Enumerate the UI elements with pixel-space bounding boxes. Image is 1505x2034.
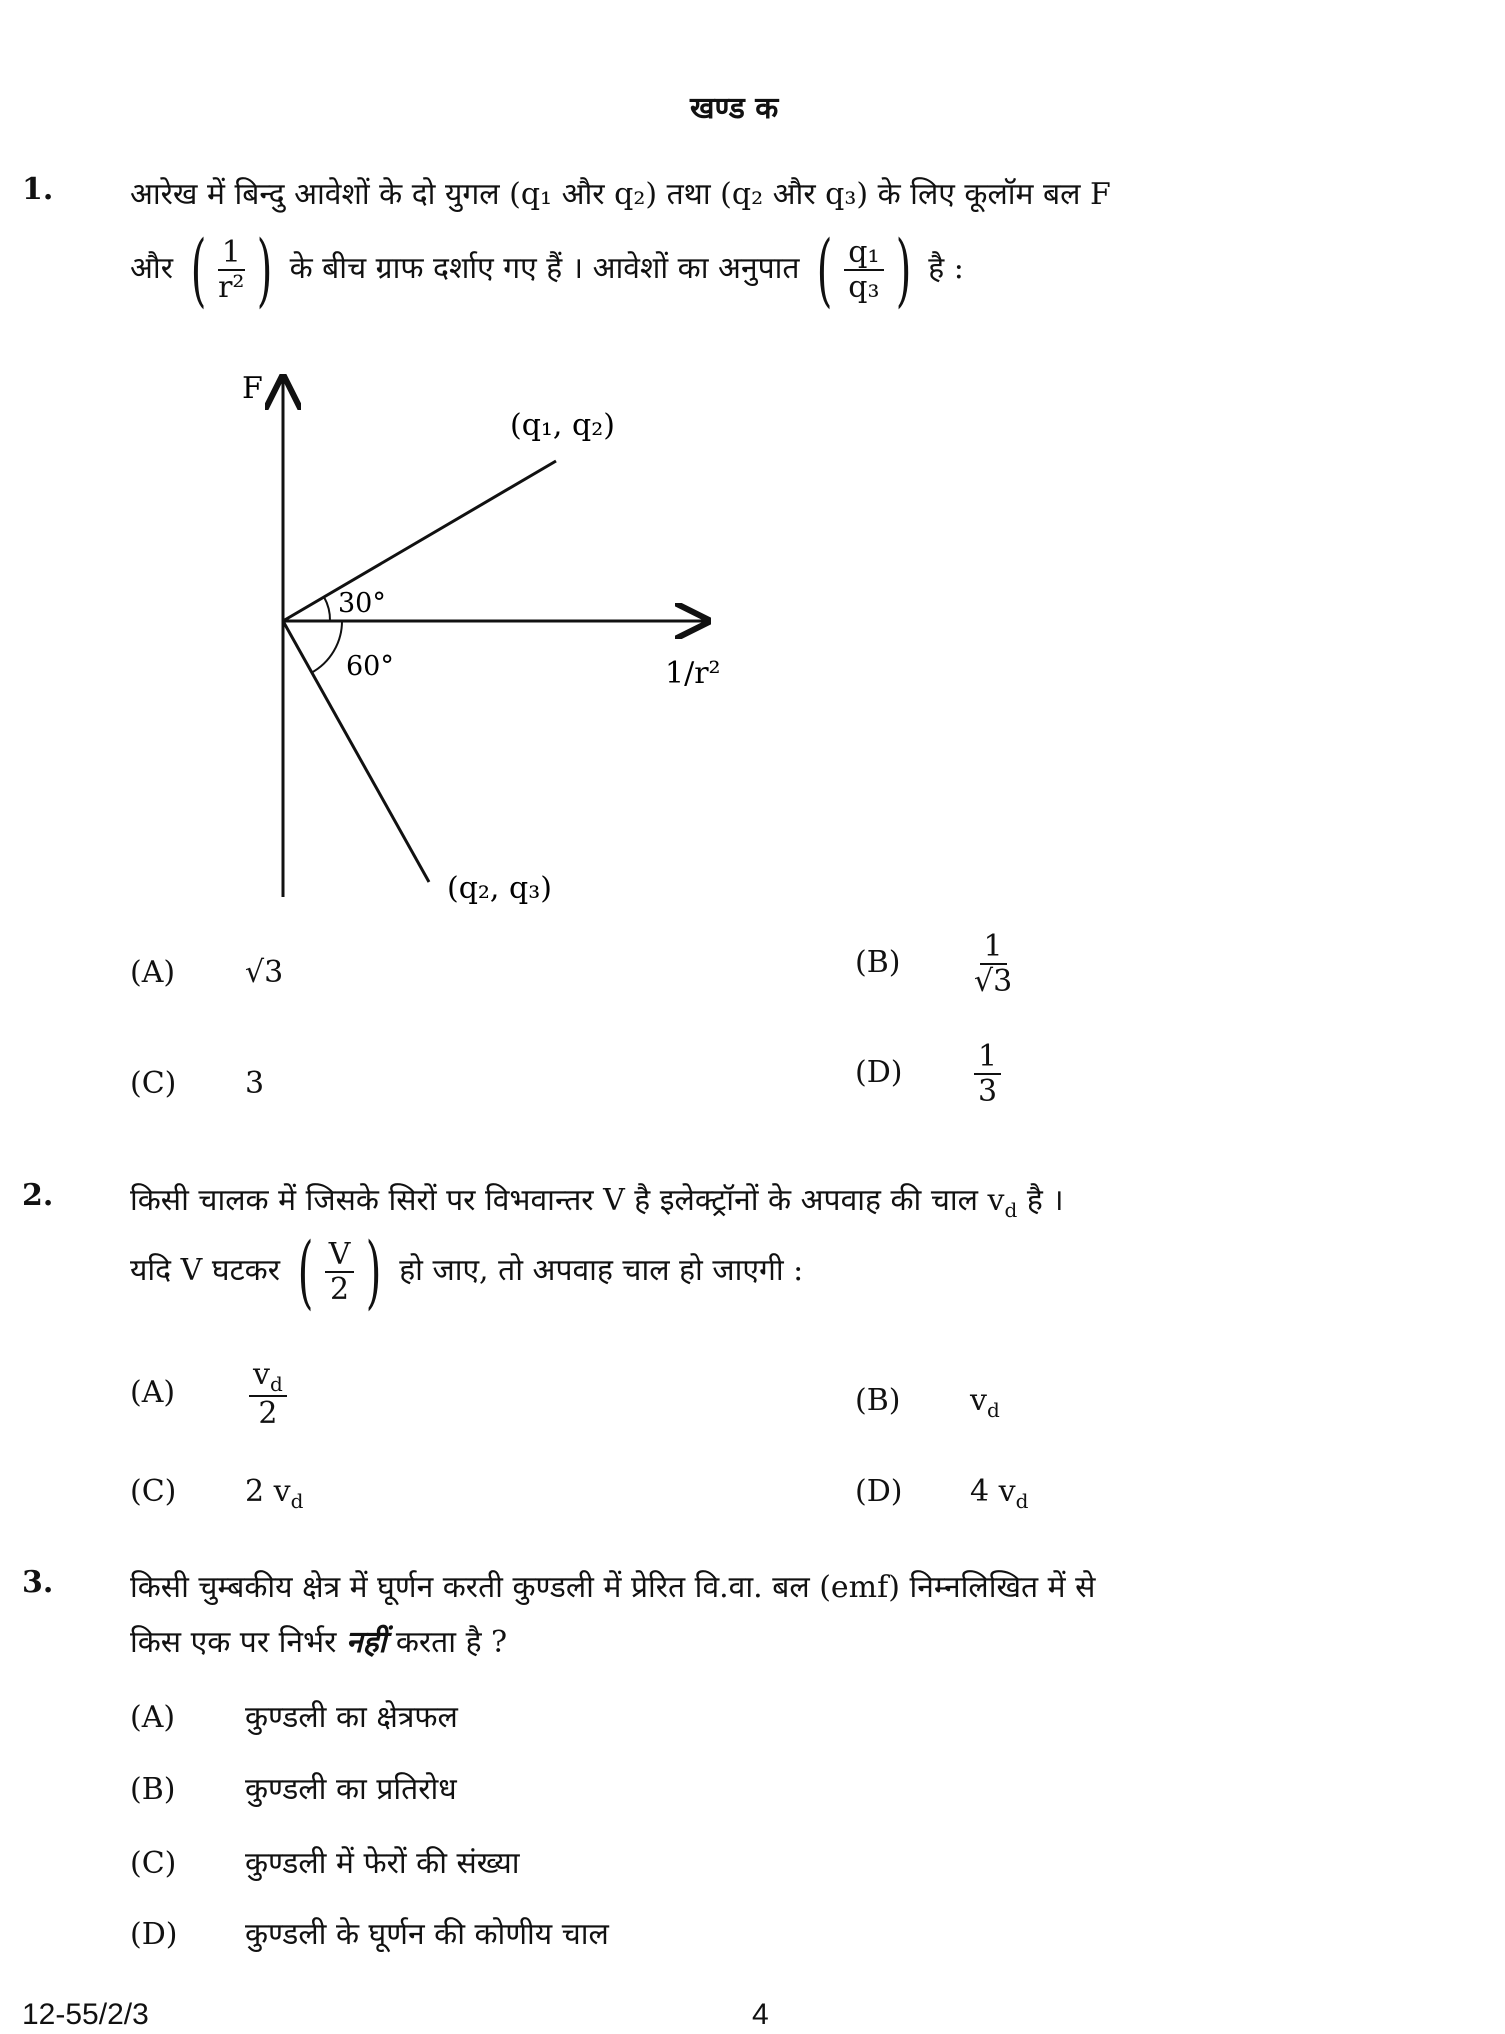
- x-axis-label: 1/r²: [665, 656, 721, 691]
- option-label: (B): [130, 1772, 176, 1807]
- option-value: 2 $v_d$: [245, 1474, 304, 1513]
- section-title: खण्ड क: [690, 91, 779, 126]
- option-value: 3: [245, 1066, 265, 1101]
- q2-option-c[interactable]: [130, 1474, 303, 1513]
- text: किस एक पर निर्भर: [130, 1625, 337, 1660]
- numerator: 1: [218, 236, 245, 271]
- option-label: (D): [855, 1474, 903, 1509]
- fraction-v-over-2: ( $\frac{V}{2}$ ): [297, 1225, 382, 1318]
- line-q1-q2-label: (q₁, q₂): [510, 408, 615, 443]
- q3-option-c[interactable]: [130, 1841, 520, 1882]
- option-label: (C): [130, 1846, 177, 1881]
- question-2-number: 2.: [22, 1178, 54, 1213]
- option-label: (B): [855, 1383, 901, 1418]
- option-label: (D): [130, 1917, 178, 1952]
- fraction-q1-over-q3: ( $\frac{\text{q₁}}{\text{q₃}}$ ): [816, 223, 911, 316]
- question-3-number: 3.: [22, 1565, 54, 1600]
- numerator: q₁: [844, 236, 883, 271]
- numerator: $v_d$: [249, 1358, 287, 1397]
- paper-code: 12-55/2/3: [22, 1998, 149, 2031]
- text: यदि V घटकर: [130, 1253, 280, 1288]
- option-value: √3: [245, 955, 284, 990]
- question-3-text-line1: किसी चुम्बकीय क्षेत्र में घूर्णन करती कुण्डली में प्रेरित वि.वा. बल (emf) निम्नलिखित में से: [130, 1570, 1096, 1605]
- option-value: कुण्डली का प्रतिरोध: [245, 1772, 457, 1807]
- text: के बीच ग्राफ दर्शाए गए हैं । आवेशों का अनुपात: [289, 251, 800, 286]
- q3-option-b[interactable]: [130, 1767, 457, 1808]
- q1-option-b[interactable]: [855, 930, 1016, 998]
- denominator: r²: [218, 270, 245, 305]
- text: है :: [928, 251, 964, 286]
- angle-30-label: 30°: [338, 588, 386, 619]
- option-label: (D): [855, 1055, 903, 1090]
- denominator: √3: [974, 964, 1013, 999]
- text: करता है ?: [395, 1625, 508, 1660]
- line-q2-q3-label: (q₂, q₃): [447, 871, 552, 906]
- numerator: 1: [980, 930, 1007, 965]
- denominator: 2: [330, 1272, 350, 1307]
- option-label: (A): [130, 955, 176, 990]
- y-axis-label: F: [242, 371, 263, 406]
- question-1-text-line1: आरेख में बिन्दु आवेशों के दो युगल (q₁ और q₂) तथा (q₂ और q₃) के लिए कूलॉम बल F: [130, 177, 1111, 212]
- question-2-text-line1: किसी चालक में जिसके सिरों पर विभवान्तर V है इलेक्ट्रॉनों के अपवाह की चाल $v_d$ है ।: [130, 1183, 1064, 1222]
- option-value: कुण्डली में फेरों की संख्या: [245, 1846, 520, 1881]
- line-q1-q2: [283, 461, 556, 621]
- option-fraction: [974, 1040, 1001, 1108]
- denominator: 3: [978, 1074, 998, 1109]
- option-label: (A): [130, 1375, 176, 1410]
- numerator: 1: [974, 1040, 1001, 1075]
- option-fraction: [249, 1358, 287, 1430]
- text: और: [130, 251, 173, 286]
- option-label: (C): [130, 1474, 177, 1509]
- denominator: 2: [258, 1396, 278, 1431]
- q3-option-d[interactable]: [130, 1912, 609, 1953]
- question-2-text-line2: [130, 1225, 804, 1318]
- option-value: $v_d$: [970, 1383, 1000, 1422]
- q2-option-d[interactable]: [855, 1474, 1028, 1513]
- angle-60-label: 60°: [346, 651, 394, 682]
- question-1-number: 1.: [22, 172, 54, 207]
- page-number: 4: [752, 1998, 769, 2031]
- emphasis-not: नहीं: [345, 1625, 387, 1660]
- option-value: 4 $v_d$: [970, 1474, 1029, 1513]
- option-value: कुण्डली के घूर्णन की कोणीय चाल: [245, 1917, 609, 1952]
- option-label: (B): [855, 945, 901, 980]
- text: हो जाए, तो अपवाह चाल हो जाएगी :: [399, 1253, 804, 1288]
- option-label: (A): [130, 1700, 176, 1735]
- q2-option-a[interactable]: [130, 1358, 291, 1430]
- q1-option-d[interactable]: [855, 1040, 1005, 1108]
- option-label: (C): [130, 1066, 177, 1101]
- question-3-text-line2: [130, 1620, 507, 1661]
- q1-option-c[interactable]: [130, 1066, 264, 1101]
- q3-option-a[interactable]: [130, 1695, 458, 1736]
- denominator: q₃: [848, 270, 880, 305]
- numerator: V: [325, 1238, 355, 1273]
- q1-option-a[interactable]: [130, 955, 283, 990]
- option-fraction: [974, 930, 1012, 998]
- angle-arc-60: [311, 621, 342, 673]
- q2-option-b[interactable]: [855, 1383, 1000, 1422]
- angle-arc-30: [324, 597, 330, 621]
- option-value: कुण्डली का क्षेत्रफल: [245, 1700, 458, 1735]
- fraction-one-over-r-squared: ( $\frac{1}{\text{r²}}$ ): [190, 223, 273, 316]
